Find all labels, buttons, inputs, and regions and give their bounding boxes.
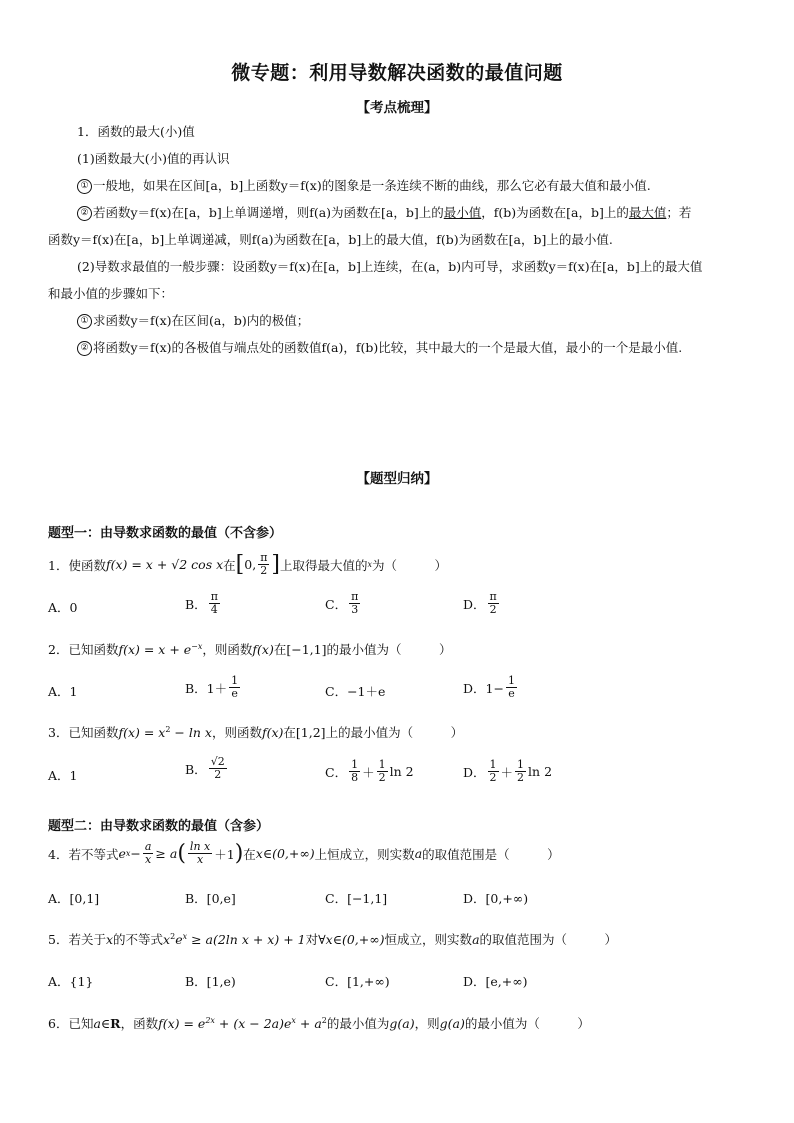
- q1-option-b-frac: $\frac{\pi}{4}$: [210, 590, 218, 616]
- note-line-4: [77, 205, 691, 221]
- q1-text-a: 1．使函数: [48, 557, 106, 573]
- q2-interval: [−1,1]: [286, 642, 327, 657]
- q5-option-c[interactable]: C．[1,+∞): [325, 974, 390, 989]
- note-line-8: [77, 313, 309, 329]
- circle-number-1: ①: [77, 179, 92, 194]
- note-line-6: (2)导数求最值的一般步骤：设函数y＝f(x)在[a，b]上连续，在(a，b)内可导，求函数y＝f(x)在[a，b]上的最大值: [77, 259, 703, 274]
- q5-option-d[interactable]: D．[e,+∞): [463, 974, 528, 989]
- q6-function: f(x) = e: [158, 1016, 206, 1031]
- note-line-4-a: 若函数y＝f(x)在[a，b]上单调递增，则f(a)为函数在[a，b]上的: [93, 205, 444, 220]
- q1-interval-end: $\frac{\pi}{2}$: [260, 551, 268, 577]
- q3-option-c[interactable]: C． $\frac{1}{8}$ ＋ $\frac{1}{2}$ ln 2: [325, 758, 414, 784]
- note-line-9: [77, 340, 682, 356]
- q4-paren-right: ): [234, 840, 244, 866]
- q1-option-a[interactable]: A．0: [48, 600, 78, 615]
- q2-option-b[interactable]: B．1＋ $\frac{1}{e}$: [185, 674, 239, 700]
- q4-paren-left: (: [177, 840, 186, 866]
- q1-option-c[interactable]: C． $\frac{\pi}{3}$: [325, 590, 359, 616]
- note-line-4-b: ，f(b)为函数在[a，b]上的: [481, 205, 629, 220]
- q1-bracket-right: ]: [271, 551, 281, 577]
- q5-inequality: ≥ a(2ln x + x) + 1: [187, 932, 306, 947]
- q3-option-a[interactable]: A．1: [48, 768, 78, 783]
- section-heading-types: 【题型归纳】: [356, 471, 438, 487]
- q4-frac-a-over-x: $\frac{a}{x}$: [144, 840, 152, 866]
- note-underline-min: 最小值: [443, 205, 482, 220]
- q4-option-d[interactable]: D．[0,+∞): [463, 891, 529, 906]
- q1-option-c-frac: $\frac{\pi}{3}$: [351, 590, 359, 616]
- q2-option-d[interactable]: D．1− $\frac{1}{e}$: [463, 674, 515, 700]
- page-title: 微专题：利用导数解决函数的最值问题: [231, 62, 563, 84]
- q1-bracket-left: [: [235, 551, 245, 577]
- circle-number-1b: ①: [77, 314, 92, 329]
- q1-variable: x: [367, 560, 373, 569]
- note-line-1: 1．函数的最大(小)值: [77, 124, 195, 139]
- q5-option-a[interactable]: A．{1}: [48, 974, 94, 989]
- question-6: 6．已知a∈R，函数$f(x) = e^{2x} + (x - 2a)e^x + a^2$的最小值为g(a)，则g(a)的最小值为（ ）: [48, 1015, 590, 1031]
- question-1: [48, 552, 447, 577]
- note-line-8-text: 求函数y＝f(x)在区间(a，b)内的极值；: [93, 313, 310, 328]
- q1-option-d[interactable]: D． $\frac{\pi}{2}$: [463, 590, 497, 616]
- q4-option-c[interactable]: C．[−1,1]: [325, 891, 388, 906]
- note-underline-max: 最大值: [628, 205, 667, 220]
- q1-interval-start: 0,: [244, 557, 257, 572]
- circle-number-2: ②: [77, 206, 92, 221]
- q5-domain: ∀x∈(0,+∞): [318, 932, 385, 947]
- q1-function: f(x) = x + √2 cos x: [105, 557, 224, 572]
- note-line-4-c: ；若: [666, 205, 692, 220]
- q1-text-c: 在: [223, 557, 236, 573]
- q4-domain: x∈(0,+∞): [255, 846, 315, 861]
- question-4: 4．若不等式 e x − $\frac{a}{x}$ ≥ a ( $\frac{\text{ln x}}{x}$ ＋1 ) 在 x∈(0,+∞) 上恒成立，则实数 a 的取值范围是（ ）: [48, 840, 560, 866]
- q1-option-b[interactable]: B． $\frac{\pi}{4}$: [185, 590, 218, 616]
- q3-function: f(x) = x: [118, 725, 166, 740]
- q4-option-b[interactable]: B．[0,e]: [185, 891, 236, 906]
- note-line-3-text: 一般地，如果在区间[a，b]上函数y＝f(x)的图象是一条连续不断的曲线，那么它必有最大值和最小值.: [93, 178, 651, 193]
- q2-option-d-frac: $\frac{1}{e}$: [507, 674, 515, 700]
- note-line-3: [77, 178, 651, 194]
- q3-option-b-frac: $\frac{√2}{2}$: [210, 755, 225, 781]
- q1-text-f: 为（ ）: [372, 557, 448, 573]
- note-line-7: 和最小值的步骤如下：: [48, 286, 174, 301]
- type-1-heading: 题型一：由导数求函数的最值（不含参）: [48, 526, 283, 541]
- q3-option-c-frac2: $\frac{1}{2}$: [378, 758, 386, 784]
- question-3: 3．已知函数$f(x) = x^2 - \ln x$，则函数f(x)在[1,2]上的最小值为（ ）: [48, 724, 464, 740]
- q3-option-c-frac1: $\frac{1}{8}$: [351, 758, 359, 784]
- section-heading-review: 【考点梳理】: [356, 100, 438, 116]
- note-line-2: (1)函数最大(小)值的再认识: [77, 151, 230, 166]
- note-line-9-text: 将函数y＝f(x)的各极值与端点处的函数值f(a)，f(b)比较，其中最大的一个是最大值，最小的一个是最小值.: [93, 340, 683, 355]
- q1-text-d: 上取得最大值的: [280, 557, 368, 573]
- q3-option-d[interactable]: D． $\frac{1}{2}$ ＋ $\frac{1}{2}$ ln 2: [463, 758, 553, 784]
- q2-function: f(x) = x + e: [118, 642, 192, 657]
- question-5: 5．若关于x的不等式$x^2e^x \ge a(2\ln$ x + x) + 1对∀x∈(0,+∞)恒成立，则实数a的取值范围为（ ）: [48, 931, 618, 947]
- q4-frac-lnx-over-x: $\frac{\text{ln x}}{x}$: [189, 840, 211, 866]
- question-2: 2．已知函数$f(x) = x + e^{-x}$，则函数f(x)在[−1,1]的最小值为（ ）: [48, 641, 452, 657]
- q3-option-d-frac1: $\frac{1}{2}$: [489, 758, 497, 784]
- q2-option-c[interactable]: C．−1＋e: [325, 684, 386, 699]
- q4-option-a[interactable]: A．[0,1]: [48, 891, 100, 906]
- q3-interval: [1,2]: [295, 725, 326, 740]
- q5-option-b[interactable]: B．[1,e): [185, 974, 236, 989]
- q3-option-d-frac2: $\frac{1}{2}$: [517, 758, 525, 784]
- type-2-heading: 题型二：由导数求函数的最值（含参）: [48, 819, 270, 834]
- note-line-5: 函数y＝f(x)在[a，b]上单调递减，则f(a)为函数在[a，b]上的最大值，f(b)为函数在[a，b]上的最小值.: [48, 232, 613, 247]
- q1-option-d-frac: $\frac{\pi}{2}$: [489, 590, 497, 616]
- q2-option-b-frac: $\frac{1}{e}$: [231, 674, 239, 700]
- circle-number-2b: ②: [77, 341, 92, 356]
- q3-option-b[interactable]: B． $\frac{√2}{2}$: [185, 755, 225, 781]
- q2-option-a[interactable]: A．1: [48, 684, 78, 699]
